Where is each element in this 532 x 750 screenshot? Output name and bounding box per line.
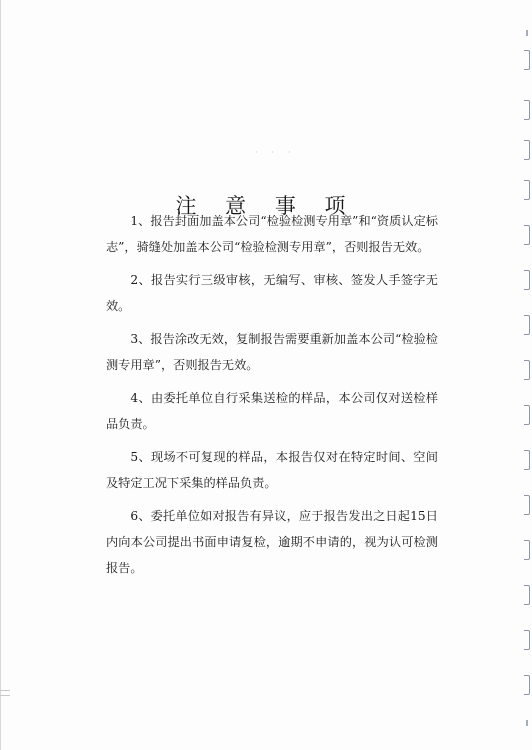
notice-item-1: 1、报告封面加盖本公司“检验检测专用章”和“资质认定标志”，骑缝处加盖本公司“检验检测专用章”，否则报告无效。	[106, 214, 438, 254]
notice-item-5: 5、现场不可复现的样品，本报告仅对在特定时间、空间及特定工况下采集的样品负责。	[106, 450, 438, 490]
perforation-binding-strip	[522, 30, 530, 730]
perforation-mark	[524, 140, 530, 160]
perforation-mark	[524, 360, 530, 380]
perforation-mark	[524, 495, 530, 515]
perforation-mark	[524, 450, 530, 470]
perforation-mark	[524, 100, 530, 120]
notice-item-6: 6、委托单位如对报告有异议，应于报告发出之日起15日内向本公司提出书面申请复检，逾期不申请的，视为认可检测报告。	[106, 509, 438, 575]
perforation-mark	[524, 585, 530, 605]
perforation-mark	[524, 405, 530, 425]
notice-item-3: 3、报告涂改无效，复制报告需要重新加盖本公司“检验检测专用章”，否则报告无效。	[106, 332, 438, 372]
notice-item-2: 2、报告实行三级审核，无编写、审核、签发人手签字无效。	[106, 273, 438, 313]
perforation-mark	[524, 630, 530, 650]
notice-list	[106, 208, 438, 588]
perforation-mark	[524, 225, 530, 245]
notice-item-4: 4、由委托单位自行采集送检的样品，本公司仅对送检样品负责。	[106, 391, 438, 431]
page-edge-line	[0, 0, 1, 750]
perforation-mark	[526, 720, 528, 726]
perforation-mark	[524, 315, 530, 335]
perforation-mark	[524, 50, 530, 70]
page-title: 注 意 事 项	[175, 194, 357, 219]
perforation-mark	[524, 540, 530, 560]
perforation-mark	[526, 30, 528, 36]
perforation-mark	[524, 675, 530, 695]
perforation-mark	[524, 270, 530, 290]
binding-tick-mark	[0, 690, 10, 691]
faint-scan-dots: ···	[255, 148, 305, 157]
binding-tick-mark	[0, 695, 10, 696]
